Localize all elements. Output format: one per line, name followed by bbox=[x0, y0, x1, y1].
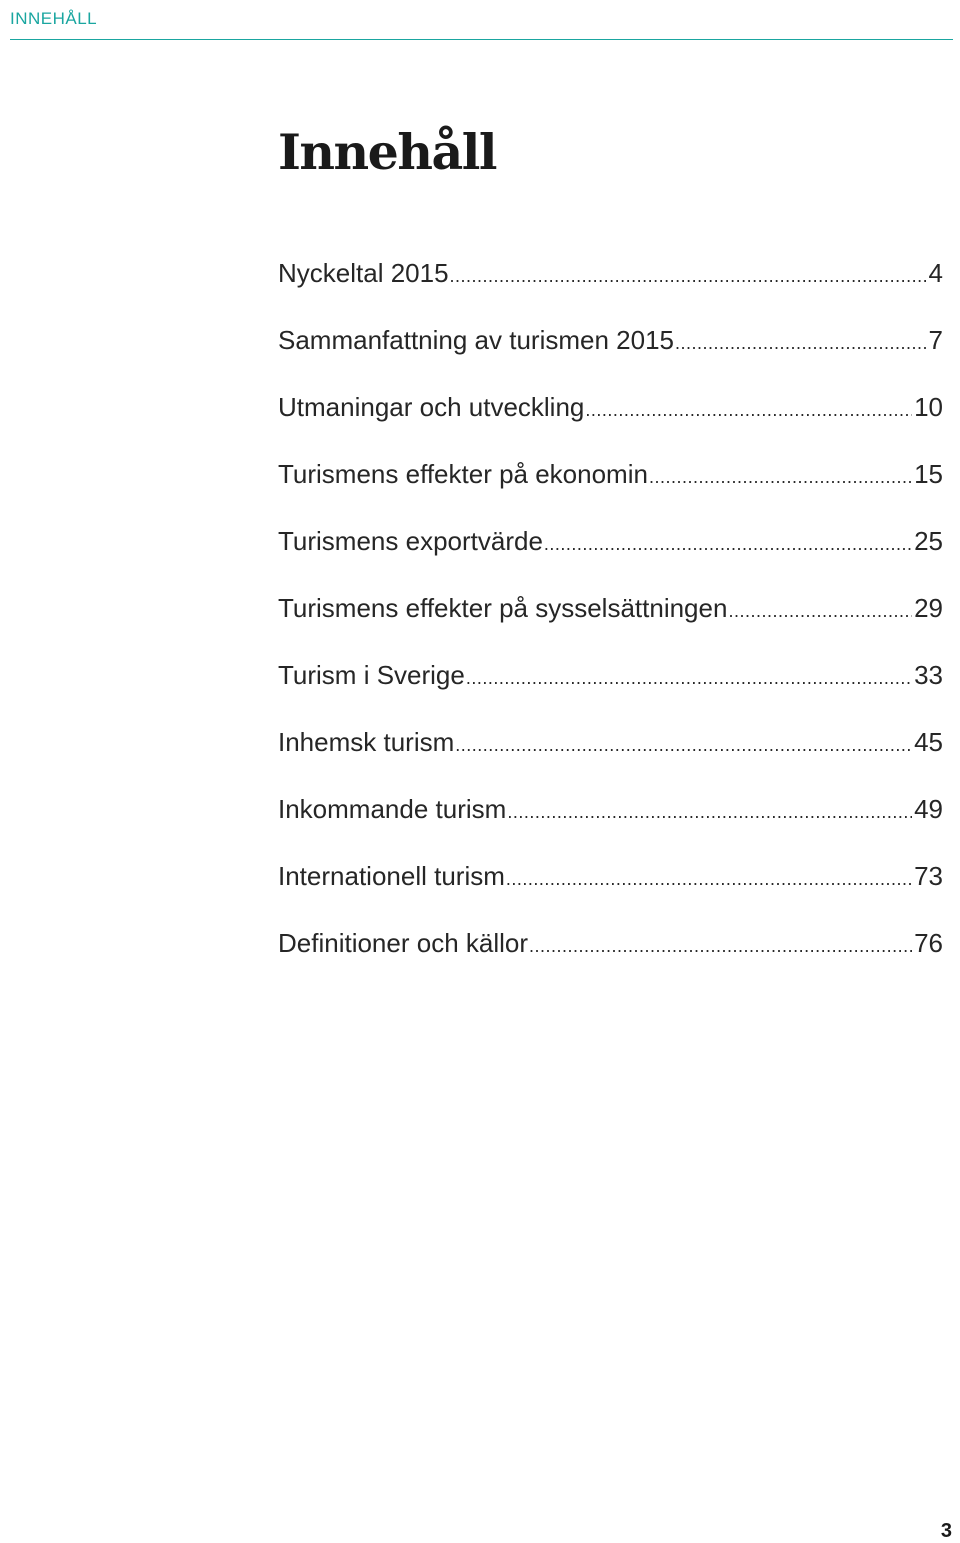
toc-dot-leader bbox=[585, 400, 912, 421]
toc-entry-label: Nyckeltal 2015 bbox=[278, 258, 449, 288]
toc-entry-label: Inkommande turism bbox=[278, 794, 507, 824]
toc-entry[interactable] bbox=[278, 928, 943, 995]
toc-entry-page: 15 bbox=[914, 459, 943, 489]
toc-dot-leader bbox=[506, 869, 912, 890]
toc-entry-page: 7 bbox=[928, 325, 943, 355]
page-title: Innehåll bbox=[278, 123, 496, 181]
toc-entry-label: Definitioner och källor bbox=[278, 928, 529, 958]
toc-entry-page: 10 bbox=[914, 392, 943, 422]
toc-dot-leader bbox=[529, 936, 912, 957]
toc-dot-leader bbox=[728, 601, 912, 622]
toc-entry-page: 45 bbox=[914, 727, 943, 757]
toc-entry-label: Turismens effekter på ekonomin bbox=[278, 459, 648, 489]
toc-entry-page: 33 bbox=[914, 660, 943, 690]
toc-entry-page: 25 bbox=[914, 526, 943, 556]
toc-entry[interactable] bbox=[278, 794, 943, 861]
toc-dot-leader bbox=[450, 266, 927, 287]
toc-entry-page: 29 bbox=[914, 593, 943, 623]
toc-entry-page: 49 bbox=[914, 794, 943, 824]
toc-entry[interactable] bbox=[278, 526, 943, 593]
toc-entry[interactable] bbox=[278, 593, 943, 660]
toc-dot-leader bbox=[675, 333, 927, 354]
toc-entry[interactable] bbox=[278, 861, 943, 928]
toc-entry[interactable] bbox=[278, 325, 943, 392]
toc-entry-page: 76 bbox=[914, 928, 943, 958]
toc-entry-label: Turismens exportvärde bbox=[278, 526, 543, 556]
toc-dot-leader bbox=[649, 467, 912, 488]
toc-entry-label: Internationell turism bbox=[278, 861, 505, 891]
toc-entry-page: 73 bbox=[914, 861, 943, 891]
page-number: 3 bbox=[940, 1520, 952, 1542]
toc-entry-label: Utmaningar och utveckling bbox=[278, 392, 585, 422]
toc-entry-page: 4 bbox=[928, 258, 943, 288]
toc-entry-label: Turismens effekter på sysselsättningen bbox=[278, 593, 728, 623]
running-header: INNEHÅLL bbox=[10, 9, 98, 28]
toc-entry[interactable] bbox=[278, 258, 943, 325]
table-of-contents bbox=[278, 258, 943, 995]
toc-dot-leader bbox=[507, 802, 912, 823]
toc-dot-leader bbox=[455, 735, 912, 756]
header-divider bbox=[10, 39, 953, 40]
toc-entry-label: Inhemsk turism bbox=[278, 727, 455, 757]
toc-dot-leader bbox=[466, 668, 912, 689]
toc-entry-label: Turism i Sverige bbox=[278, 660, 465, 690]
toc-entry[interactable] bbox=[278, 459, 943, 526]
toc-dot-leader bbox=[544, 534, 912, 555]
toc-entry[interactable] bbox=[278, 660, 943, 727]
toc-entry[interactable] bbox=[278, 727, 943, 794]
toc-entry-label: Sammanfattning av turismen 2015 bbox=[278, 325, 674, 355]
toc-entry[interactable] bbox=[278, 392, 943, 459]
